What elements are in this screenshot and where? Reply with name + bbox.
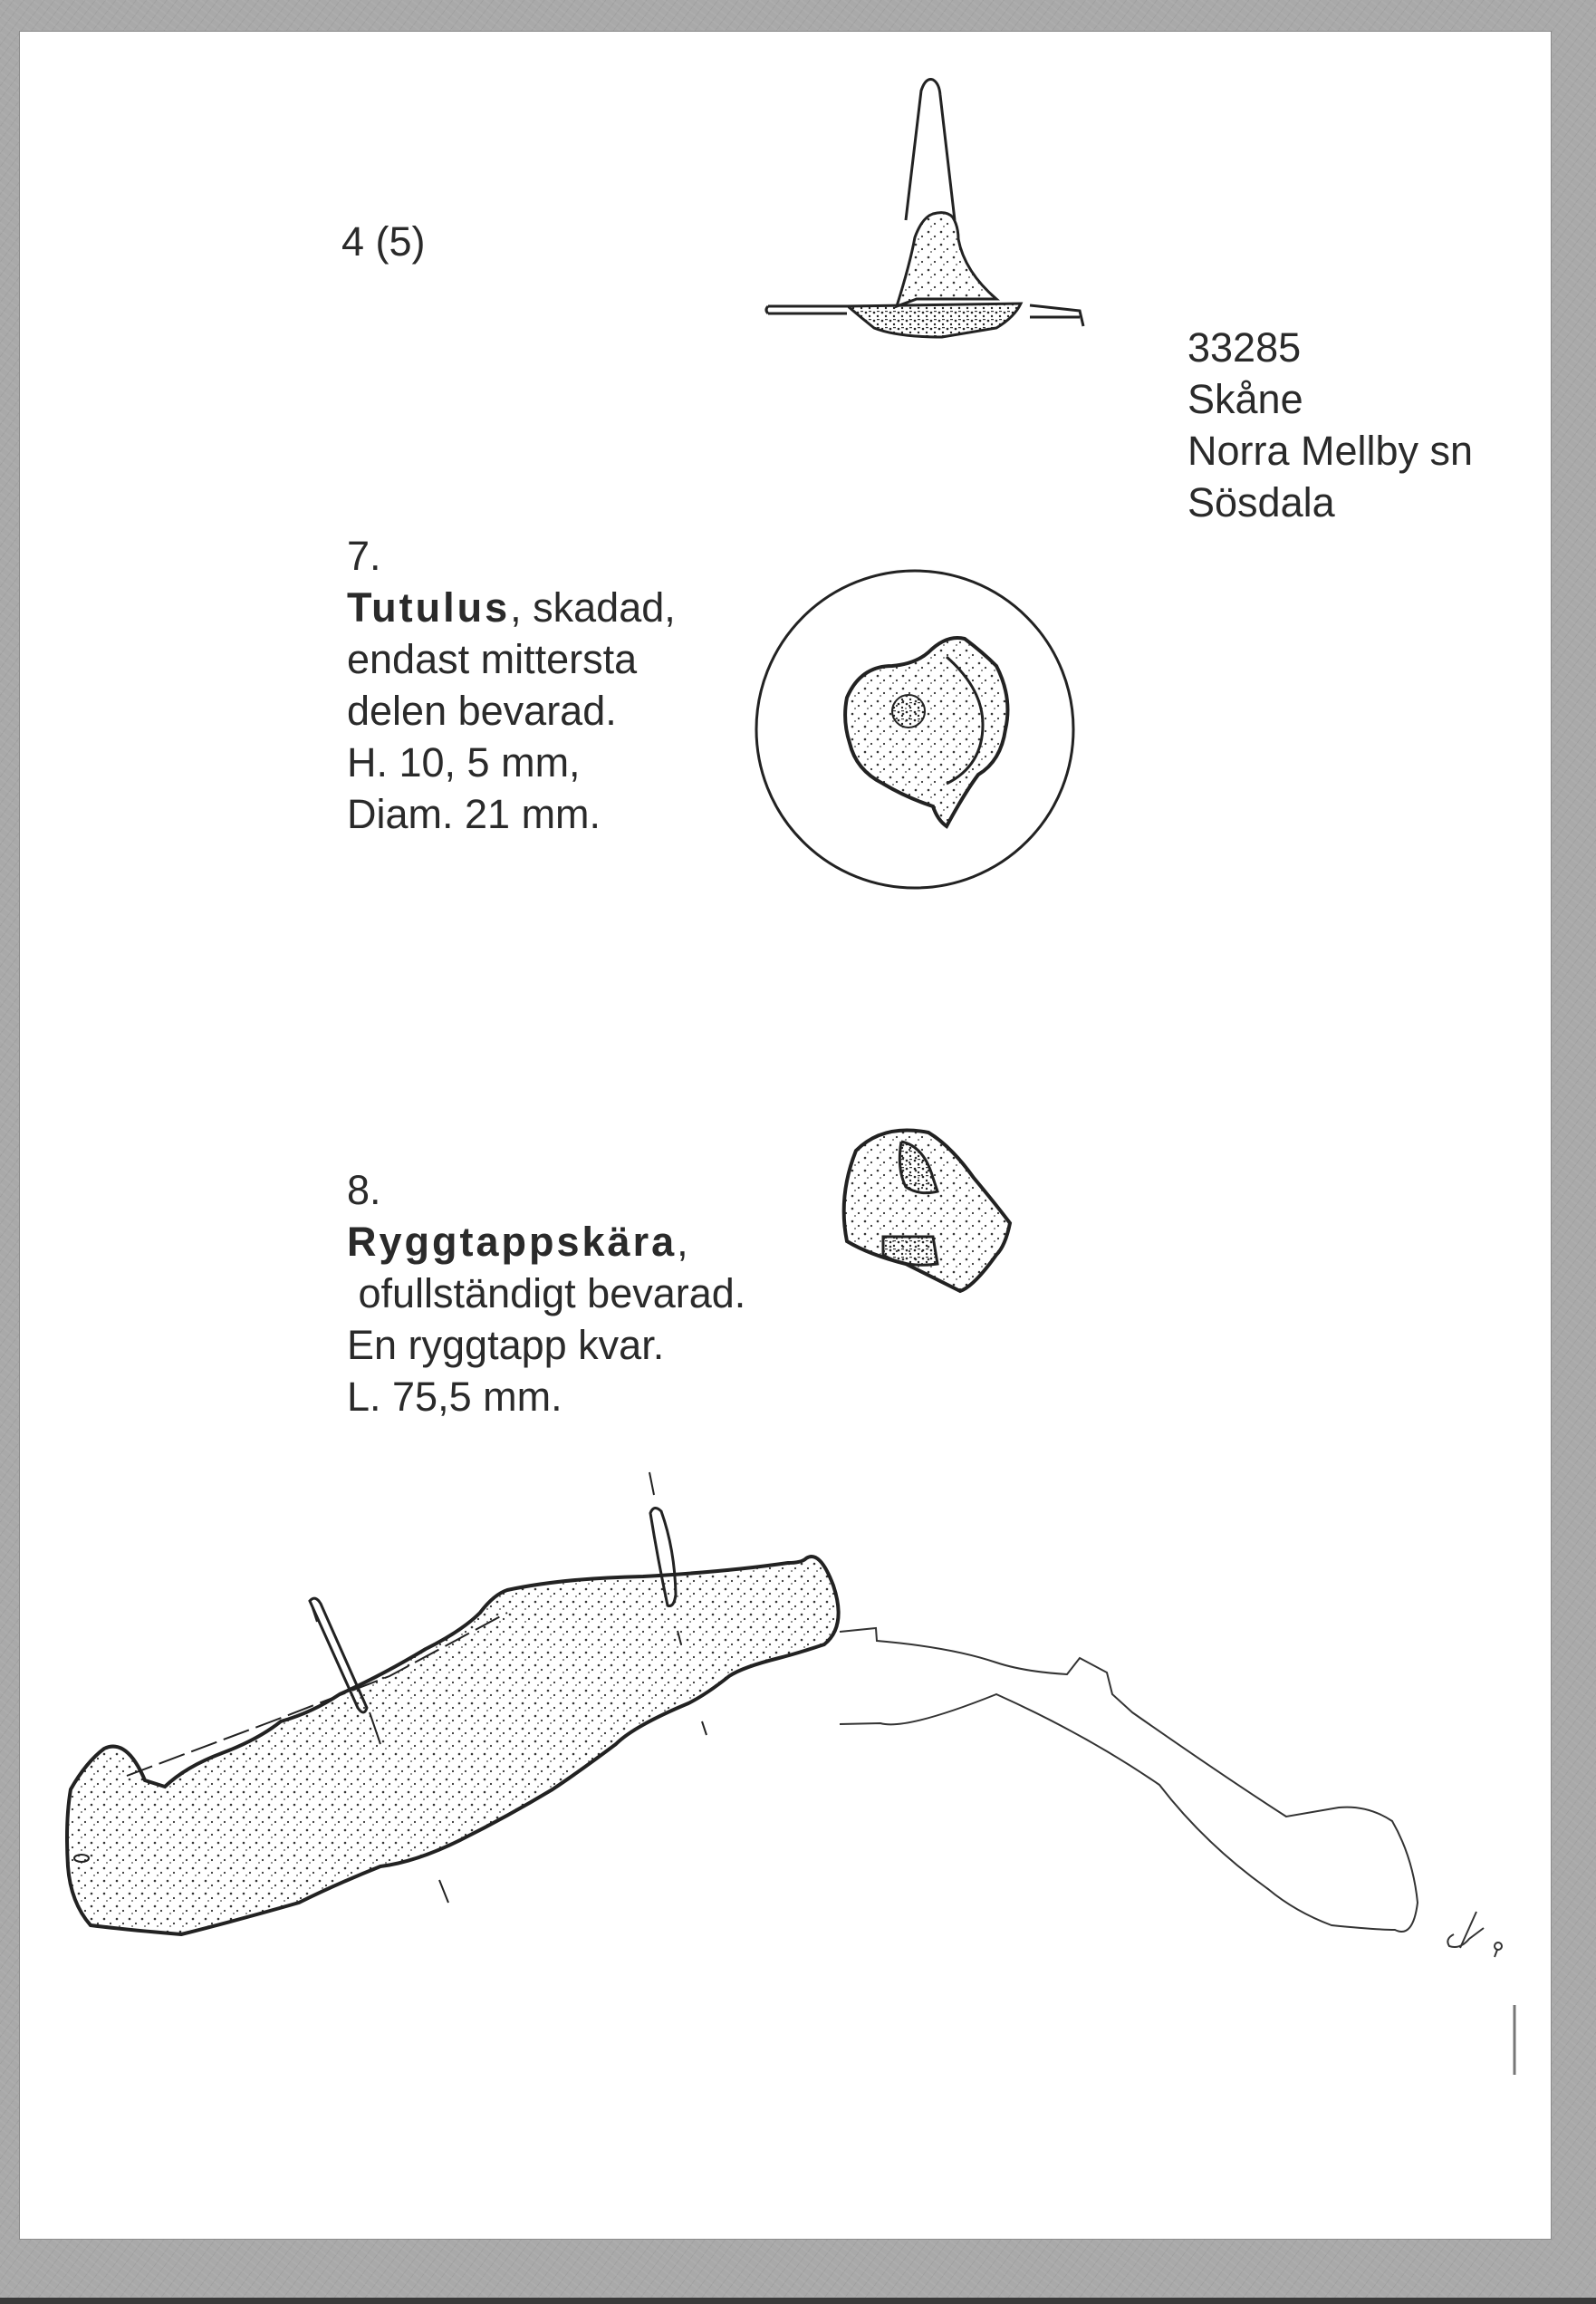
brim-right — [1030, 305, 1083, 326]
item-line: endast mittersta — [347, 636, 638, 682]
cone-body — [897, 213, 996, 306]
blade-outline — [67, 1557, 839, 1934]
item-line: H. 10, 5 mm, — [347, 739, 581, 786]
base-plate — [848, 304, 1021, 337]
signature-stroke — [1495, 1942, 1502, 1950]
item-line: , skadad, — [510, 584, 676, 631]
sickle-reconstruction-outline — [840, 1628, 1418, 1932]
item-line: L. 75,5 mm. — [347, 1374, 562, 1420]
scale-label: 4 (5) — [341, 218, 426, 265]
section-axis-dash — [649, 1472, 654, 1495]
item-line: delen bevarad. — [347, 688, 617, 734]
site: Sösdala — [1187, 479, 1335, 525]
signature-stroke — [1495, 1950, 1497, 1957]
brim-left — [766, 306, 847, 313]
signature-stroke — [1447, 1912, 1484, 1948]
item-number: 8. — [347, 1167, 381, 1213]
item-name: Tutulus — [347, 584, 511, 631]
center-boss — [892, 695, 925, 728]
sickle-preserved-drawing — [67, 1557, 839, 1934]
inventory-number: 33285 — [1187, 324, 1302, 371]
item-line: ofullständigt bevarad. — [347, 1270, 746, 1316]
item-name: Ryggtappskära — [347, 1219, 678, 1265]
spike-outline — [906, 80, 955, 221]
province: Skåne — [1187, 376, 1303, 422]
fragment-detail-drawing — [844, 1131, 1010, 1292]
parish: Norra Mellby sn — [1187, 428, 1474, 474]
item-number: 7. — [347, 533, 381, 579]
tutulus-top-drawing — [756, 571, 1073, 888]
item-line: Diam. 21 mm. — [347, 791, 601, 837]
reconstructed-blade — [840, 1628, 1418, 1932]
item-line: , — [677, 1219, 688, 1265]
artist-signature — [1447, 1912, 1502, 1957]
item-line: En ryggtapp kvar. — [347, 1322, 665, 1368]
section-axis-dash — [702, 1721, 707, 1735]
fragment-outline — [844, 1131, 1010, 1292]
section-axis-dash — [439, 1880, 448, 1903]
tutulus-profile-drawing — [766, 80, 1083, 338]
